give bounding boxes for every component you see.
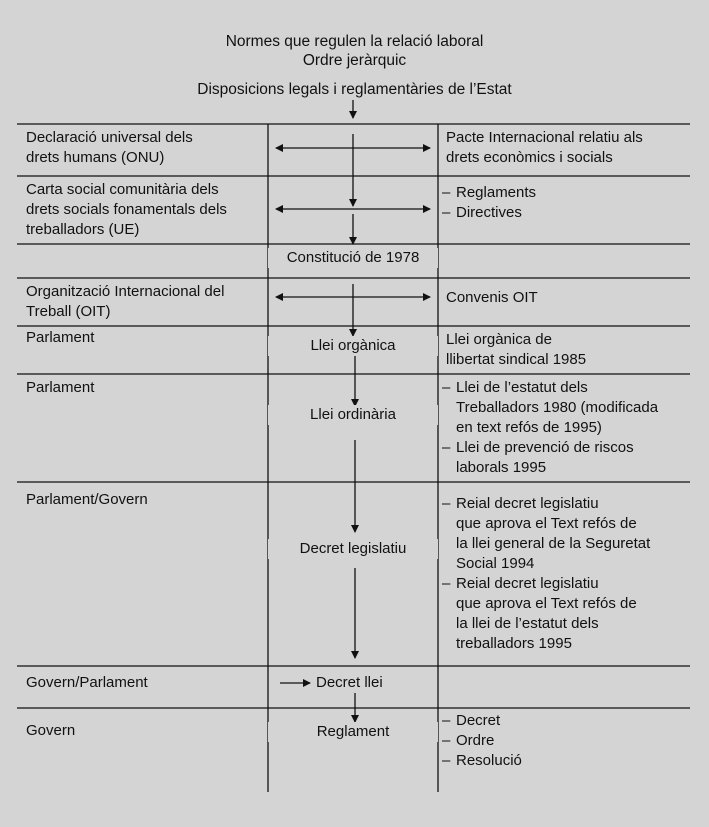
row-3-right: Convenis OIT: [446, 289, 538, 306]
row-8-left: Govern: [26, 722, 76, 739]
title-line-1: Normes que regulen la relació laboral: [225, 33, 484, 50]
row-4-right: Llei orgànica de llibertat sindical 1985: [446, 331, 587, 368]
row-5-center: Llei ordinària: [268, 405, 438, 425]
row-3-left: Organització Internacional del Treball (OIT): [26, 283, 225, 320]
list-item: – Decret: [442, 712, 501, 729]
row-6-right-list: [442, 494, 650, 654]
row-1-left: Carta social comunitària dels drets socials fonamentals dels treballadors (UE): [26, 181, 227, 238]
row-4-left: Parlament: [26, 329, 95, 346]
list-item: – Reial decret legislatiu que aprova el Text refós de la llei de l’estatut dels treballadors 1995: [442, 575, 637, 652]
row-8-center: Reglament: [268, 722, 438, 742]
row-0-right: Pacte Internacional relatiu als drets econòmics i socials: [446, 129, 643, 166]
list-item: – Directives: [442, 204, 522, 221]
row-1-right-list: [442, 183, 536, 223]
row-7-left: Govern/Parlament: [26, 674, 148, 691]
list-item: – Resolució: [442, 752, 522, 769]
list-item: – Ordre: [442, 732, 495, 749]
row-2-center: Constitució de 1978: [268, 248, 438, 268]
row-6-left: Parlament/Govern: [26, 491, 148, 508]
row-0-left: Declaració universal dels drets humans (ONU): [26, 129, 193, 166]
title-line-2: Ordre jeràrquic: [302, 52, 407, 69]
row-6-center: Decret legislatiu: [268, 539, 438, 559]
row-5-right-list: [442, 378, 658, 478]
row-5-left: Parlament: [26, 379, 95, 396]
row-8-right-list: [442, 711, 522, 771]
list-item: – Reglaments: [442, 184, 537, 201]
list-item: – Reial decret legislatiu que aprova el Text refós de la llei general de la Seguretat Social 1994: [442, 495, 651, 572]
list-item: – Llei de l’estatut dels Treballadors 1980 (modificada en text refós de 1995): [442, 379, 659, 436]
list-item: – Llei de prevenció de riscos laborals 1995: [442, 439, 634, 476]
row-4-center: Llei orgànica: [268, 336, 438, 356]
header-state-provisions: Disposicions legals i reglamentàries de l’Estat: [197, 81, 512, 98]
row-7-center: Decret llei: [316, 674, 383, 691]
